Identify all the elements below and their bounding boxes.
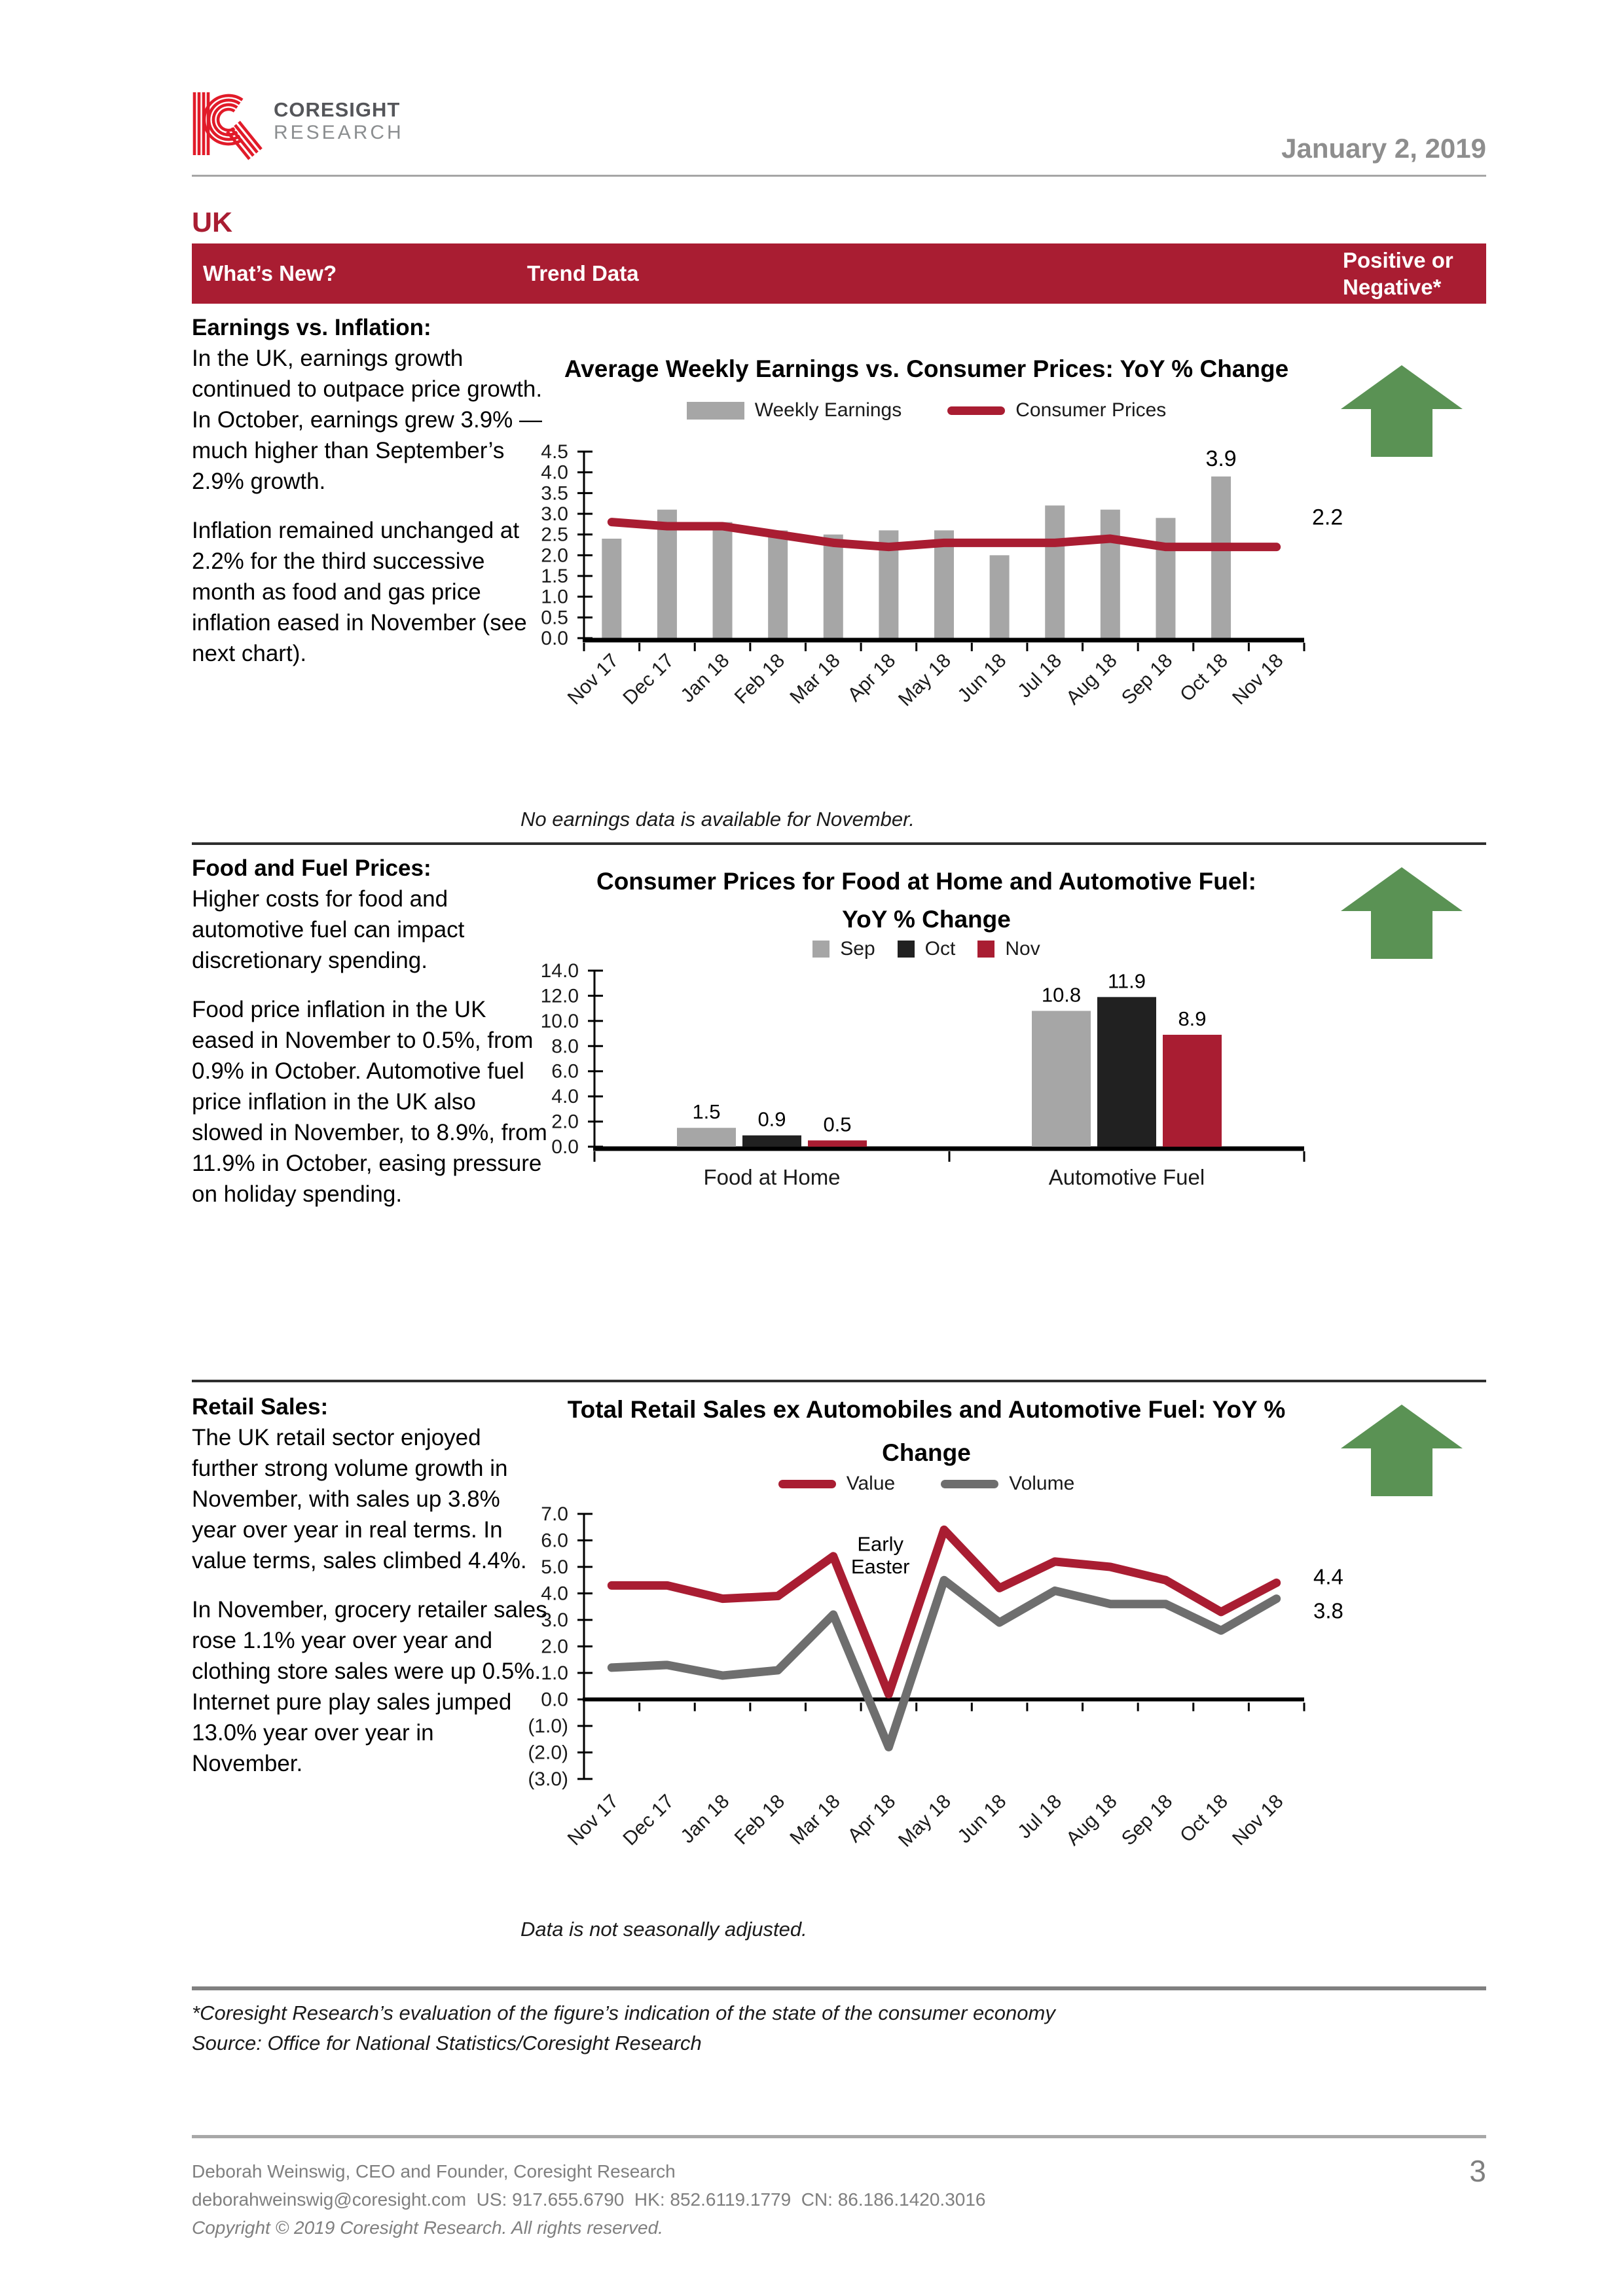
svg-text:Feb 18: Feb 18 [730,649,790,708]
consumer-prices-swatch-icon [947,406,1005,415]
svg-text:11.9: 11.9 [1107,969,1146,993]
chart3-footnote: Data is not seasonally adjusted. [520,1918,807,1941]
svg-text:Dec 17: Dec 17 [619,1790,678,1850]
legend-label-weekly-earnings: Weekly Earnings [754,399,902,421]
svg-text:6.0: 6.0 [551,1060,579,1083]
footer-divider [192,2135,1486,2138]
svg-text:Sep 18: Sep 18 [1117,1790,1177,1850]
col-header-positive-line2: Negative* [1343,275,1442,299]
svg-text:Nov 18: Nov 18 [1228,1790,1288,1850]
legend-label-nov: Nov [1005,938,1040,960]
svg-text:10.0: 10.0 [540,1010,579,1032]
region-heading: UK [192,207,233,238]
svg-text:Sep 18: Sep 18 [1117,649,1177,709]
svg-text:Aug 18: Aug 18 [1062,649,1122,709]
row1-title: Earnings vs. Inflation: [192,315,431,340]
svg-text:1.5: 1.5 [692,1100,721,1124]
legend-item-weekly-earnings [687,399,902,422]
legend-label-volume: Volume [1009,1473,1075,1494]
chart3-title-line2: Change [882,1439,971,1466]
svg-text:1.0: 1.0 [541,586,568,608]
row3-paragraph-1: The UK retail sector enjoyed further strong volume growth in November, with sales up 3.8% year over year in real terms. In value terms, sales climbed 4.4%. [192,1425,527,1573]
svg-text:5.0: 5.0 [541,1556,568,1578]
logo-wordmark-line2: RESEARCH [274,122,404,143]
footer-contact-details: deborahweinswig@coresight.com US: 917.655.6790 HK: 852.6119.1779 CN: 86.186.1420.3016 [192,2189,986,2210]
legend-label-value: Value [846,1473,896,1494]
volume-swatch-icon [941,1480,998,1488]
svg-text:0.5: 0.5 [541,607,568,629]
positive-indicator-arrow-icon [1341,867,1463,959]
evaluation-note: *Coresight Research’s evaluation of the figure’s indication of the state of the consumer economy [192,2001,1055,2024]
svg-text:2.5: 2.5 [541,524,568,546]
legend-label-sep: Sep [840,938,875,960]
svg-text:Oct 18: Oct 18 [1176,1790,1233,1847]
report-date: January 2, 2019 [1281,133,1486,164]
svg-text:Feb 18: Feb 18 [730,1790,790,1849]
svg-text:Apr 18: Apr 18 [843,649,900,706]
row1-paragraph-2: Inflation remained unchanged at 2.2% for the third successive month as food and gas price inflation eased in November (see next chart). [192,518,527,666]
svg-text:3.5: 3.5 [541,482,568,505]
svg-text:7.0: 7.0 [541,1503,568,1525]
earnings-vs-inflation-chart [491,432,1362,838]
svg-text:4.0: 4.0 [541,1583,568,1605]
row3-paragraph-2: In November, grocery retailer sales rose 1.1% year over year and clothing store sales were up 0.5%. Internet pure play sales jumped 13.0% year over year in November. [192,1597,547,1776]
row-divider-1 [192,842,1486,845]
svg-text:0.0: 0.0 [551,1136,579,1158]
positive-indicator-arrow-icon [1341,365,1463,457]
svg-text:1.5: 1.5 [541,565,568,587]
retail-sales-chart [491,1499,1362,1918]
chart3-title-line1: Total Retail Sales ex Automobiles and Automotive Fuel: YoY % [567,1396,1286,1423]
col-header-positive-negative [1343,247,1453,300]
svg-text:4.0: 4.0 [541,461,568,484]
row-divider-2 [192,1380,1486,1382]
svg-text:0.9: 0.9 [757,1107,786,1131]
row2-paragraph-1: Higher costs for food and automotive fuel can impact discretionary spending. [192,886,465,973]
svg-text:10.8: 10.8 [1041,983,1082,1007]
svg-text:8.9: 8.9 [1178,1007,1207,1030]
footer-contact-name: Deborah Weinswig, CEO and Founder, Coresight Research [192,2161,676,2181]
svg-text:0.5: 0.5 [823,1113,852,1136]
logo-wordmark-line1: CORESIGHT [274,98,401,121]
legend-item-volume [941,1473,1074,1495]
svg-text:Jul 18: Jul 18 [1013,649,1067,702]
svg-text:Food at Home: Food at Home [703,1165,841,1189]
svg-text:0.0: 0.0 [541,628,568,649]
page-number: 3 [1469,2154,1486,2188]
col-header-trend-data: Trend Data [527,261,639,285]
col-header-positive-line1: Positive or [1343,248,1453,272]
weekly-earnings-swatch-icon [687,402,744,420]
svg-text:Jan 18: Jan 18 [676,1790,734,1848]
chart3-legend [491,1473,1362,1495]
svg-text:1.0: 1.0 [541,1662,568,1684]
legend-label-consumer-prices: Consumer Prices [1015,399,1167,421]
header-rule [192,175,1486,177]
svg-text:6.0: 6.0 [541,1530,568,1552]
svg-text:Automotive Fuel: Automotive Fuel [1048,1165,1205,1189]
svg-text:(1.0): (1.0) [528,1715,568,1737]
footer-copyright: Copyright © 2019 Coresight Research. All rights reserved. [192,2217,663,2238]
svg-text:Jun 18: Jun 18 [953,649,1011,707]
svg-text:Mar 18: Mar 18 [786,649,845,708]
footer-contact-block [192,2157,986,2242]
row2-paragraph-2: Food price inflation in the UK eased in November to 0.5%, from 0.9% in October. Automotive fuel price inflation in the UK also slowed in November, to 8.9%, from 11.9% in October, easing pressure on holiday spending. [192,997,547,1207]
svg-text:Early: Early [857,1532,904,1556]
row1-paragraph-1: In the UK, earnings growth continued to outpace price growth. In October, earnings grew 3.9% — much higher than September’s 2.9% growth. [192,346,543,494]
svg-text:0.0: 0.0 [541,1689,568,1711]
svg-text:Mar 18: Mar 18 [786,1790,845,1849]
svg-text:(2.0): (2.0) [528,1742,568,1764]
svg-text:Easter: Easter [850,1555,910,1579]
table-header-bar [192,243,1486,304]
svg-text:Apr 18: Apr 18 [843,1790,900,1847]
source-note: Source: Office for National Statistics/Coresight Research [192,2032,702,2054]
svg-text:12.0: 12.0 [540,985,579,1007]
chart2-title-line2: YoY % Change [842,906,1011,933]
food-fuel-prices-chart [491,956,1362,1230]
legend-item-consumer-prices [947,399,1166,422]
legend-label-oct: Oct [924,938,956,960]
row3-title: Retail Sales: [192,1394,329,1420]
svg-text:8.0: 8.0 [551,1035,579,1058]
svg-text:May 18: May 18 [894,1790,955,1852]
chart1-footnote: No earnings data is available for November. [520,808,915,831]
row2-title: Food and Fuel Prices: [192,855,431,881]
svg-text:3.0: 3.0 [541,503,568,525]
chart2-title-line1: Consumer Prices for Food at Home and Automotive Fuel: [596,868,1256,895]
svg-text:2.0: 2.0 [551,1111,579,1133]
svg-text:4.4: 4.4 [1313,1564,1343,1589]
svg-text:2.0: 2.0 [541,545,568,567]
col-header-whats-new: What’s New? [203,261,337,285]
legend-item-value [778,1473,896,1495]
svg-text:2.2: 2.2 [1312,505,1343,530]
svg-text:Dec 17: Dec 17 [619,649,678,709]
svg-text:Jun 18: Jun 18 [953,1790,1011,1848]
svg-text:14.0: 14.0 [540,960,579,982]
chart1-title: Average Weekly Earnings vs. Consumer Prices: YoY % Change [564,355,1289,382]
value-swatch-icon [778,1480,836,1488]
svg-text:2.0: 2.0 [541,1636,568,1658]
svg-text:Aug 18: Aug 18 [1062,1790,1122,1850]
svg-text:Nov 17: Nov 17 [563,1790,623,1850]
svg-text:3.8: 3.8 [1313,1598,1343,1623]
svg-text:4.5: 4.5 [541,441,568,463]
svg-text:(3.0): (3.0) [528,1768,568,1790]
svg-text:Jan 18: Jan 18 [676,649,734,707]
chart1-legend [491,399,1362,422]
svg-text:Nov 17: Nov 17 [563,649,623,709]
svg-text:3.9: 3.9 [1205,446,1237,471]
svg-text:Oct 18: Oct 18 [1176,649,1233,706]
svg-text:4.0: 4.0 [551,1086,579,1108]
svg-text:May 18: May 18 [894,649,955,711]
svg-text:Jul 18: Jul 18 [1013,1790,1067,1843]
positive-indicator-arrow-icon [1341,1405,1463,1496]
svg-text:Nov 18: Nov 18 [1228,649,1288,709]
coresight-logo-icon [191,87,265,162]
footnote-divider [192,1986,1486,1990]
svg-text:3.0: 3.0 [541,1609,568,1631]
